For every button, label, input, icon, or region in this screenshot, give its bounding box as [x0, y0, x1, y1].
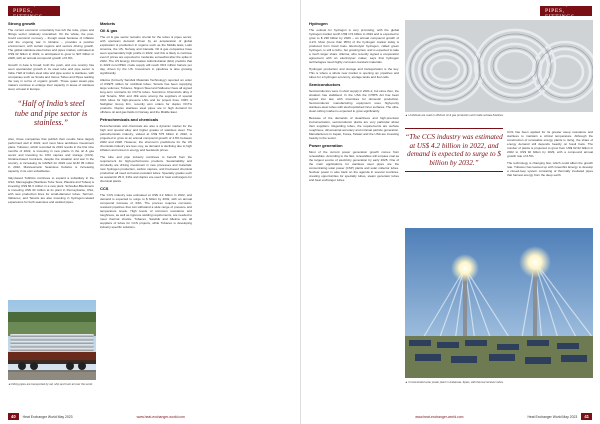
section-header-right: TUBES, PIPES, FITTINGS: [540, 6, 592, 16]
paragraph: The CCS industry was estimated at US$ 4.2 billion in 2022, and demand is expected to surge to $ billion by 2032, with an annual compound increase of 34%. The process requires corrosion-resistant pipelines that can withstand a wide range of pressure and temperature levels. High levels of corrosion resistance and toughness, as well as rigorous welding requirements, are needed to meet thermal shocks. Tubacex, Sandvik and Alleima are all suppliers of tubes for CCS projects, while Tubacex is developing industry-specific solutions.: [100, 193, 192, 229]
section-header-left: TUBES, PIPES, FITTINGS: [8, 6, 60, 16]
rail-car-photo: [8, 300, 96, 380]
solar-plant-photo: [405, 228, 593, 378]
pull-quote: “The CCS industry was estimated at US$ 4.2 billion in 2022, and demand is expected to surge to $ billion by 2032.”: [405, 133, 503, 167]
paragraph: The tube and pipe industry continues to benefit from the requirement for high-performance products. Sustainability and circularity are driving investment in new processes and materials: new hydrogen production, carbon capture, and bio-based chemical production all need corrosion-resistant tubes. Specialty grades such as austenitic 25-6, 316L and duplex are used in heat exchangers for chemical plants.: [100, 155, 192, 183]
heading-ccs: CCS: [100, 186, 109, 191]
tube-coils-illustration: [405, 20, 593, 112]
paragraph: Growth in Asia is broad; both the push, and one country has seen spectacular growth in its steel tube and pipe sector is India. Half of India's steel tube and pipe sector is stainless, with companies such as Scoda and Venus Tubes and Pipes leading the way in terms of organic growth. Those quasi steam-pipe makers continue to enlarge their capacity in areas of stainless steel, at least in Europe.: [8, 63, 94, 91]
paragraph: Because of the demands of cleanliness and high-precision instrumentation, semiconductor plants are very particular about their suppliers. Regarding tubes, the requirements are surface roughness, dimensional accuracy and minimal particle generation. Manufacturers in Japan, Korea, Taiwan and the USA are investing heavily in the sector.: [309, 116, 399, 140]
heading-markets: Markets: [100, 21, 116, 26]
paragraph: The oil & gas sector remains crucial for the tubes & pipes sector, with upstream demand driven by an acceleration of global exploration & production in regions such as the Middle East, Latin America, the US, Norway and Canada. Oil & gas companies have seen spectacularly high profits in 2022, and this is likely to continue even if prices are expected to moderate somewhat after the spike in 2022. The US Energy Information Administration (EIA) predicts that in 2023 non-OPEC crude supply will reach 68.6 million barrels per day, driven by the US. Investment in pipelines is also growing significantly.: [100, 35, 192, 75]
paragraph: Petrochemicals and chemicals are also a dynamic market for the high and special alloy and higher grades of stainless steel. The petrochemicals industry, valued at US$ 575 billion in 2022, is projected to grow at an annual compound growth of 4.5% between 2022 and 2028. However, the short-term predictions for the US chemicals industry are less rosy, as demand is declining due to high inflation and unrest in energy and feedstock prices.: [100, 124, 192, 152]
photo-caption-top-right: ▲ Umbilicals are used in offshore oil & gas production and inside subsea flowlines.: [405, 114, 504, 117]
magazine-name: Heat Exchanger World May 2023: [527, 414, 578, 419]
solar-tower-illustration: [405, 228, 593, 378]
heading-semiconductors: Semiconductors: [309, 82, 341, 87]
rail-car-illustration: [8, 300, 96, 380]
photo-caption-left: ◄ Fitting pipes are transported by rail, ship and truck all over the world.: [8, 383, 93, 386]
page-number: 41: [581, 413, 592, 420]
pull-quote-box: [405, 128, 503, 172]
website-link[interactable]: www.heat-exchanger-world.com: [136, 414, 185, 419]
heading-petrochemicals: Petrochemicals and chemicals: [100, 117, 159, 122]
magazine-name: Heat Exchanger World May 2023: [22, 414, 73, 419]
heading-hydrogen: Hydrogen: [309, 21, 328, 26]
paragraph: Most of the current power generation growth comes from renewables. According to the IEA, renewables will surpass coal as the largest source of electricity generation by early 2025. One of the main applications for stainless steel pipes are the concentrating solar power (CSP) plants and solar collector tubes. Nuclear power is also back on the agenda in several countries, creating opportunities for specialty tubes, steam generator tubes and heat exchanger tubes.: [309, 150, 399, 182]
paragraph: The outlook for hydrogen is very promising, with the global hydrogen market worth US$ 174 billion in 2022 and is expected to grow to $ 230 billion by 2029 – an annual compound growth of 4.1%. Most (more than 95%) of the hydrogen market today is produced from fossil fuels. Electrolytic hydrogen, called green hydrogen, is still a niche, but growing fast, and is expected to take a much larger share. Alleima, who recently signed a cooperation agreement with an electrolyser maker, says that hydrogen technologies need highly corrosion-resistant materials.: [309, 28, 399, 64]
heading-oil-gas: Oil & gas: [100, 28, 118, 33]
paragraph: The current economic uncertainty has left the tube, pipes and fittings sector relatively unscathed. On the whole, the post-Covid economic recovery – though weak because of inflation and the ongoing war in Ukraine – provides a positive environment, with certain regions and sectors driving growth. The global stainless-steel tubes and pipes market, estimated at US$ 32 billion in 2022, is anticipated to grow to $47 billion in 2028, with an annual compound growth of 6.6%.: [8, 28, 94, 60]
paragraph: Semiconductors were in short supply in 2021-2, but since then, the situation has stabilised. In the USA the CHIPS Act has been signed into law, with incentives for domestic production. Semiconductor manufacturing equipment uses high-purity stainless-steel tubes with electropolished inner surfaces. The ultra-clean tubing market is expected to grow significantly.: [309, 89, 399, 113]
left-column-2: [100, 20, 192, 398]
footer-right: [415, 413, 592, 420]
photo-caption-bottom-right: ▲ Concentrated solar power plant in Andalusia, Spain, with thermal receiver tubes.: [405, 381, 504, 384]
pull-quote: “Half of India’s steel tube and pipe sector is stainless.”: [14, 99, 88, 127]
right-page: [300, 0, 600, 424]
footer-left: [8, 413, 185, 420]
paragraph: CCS has been applied for its greater steep resistance and stainless to maintain a critical temperature. Although the construction of renewable energy plants is rising, the share of energy demand still depends heavily on fossil fuels. The number of plants is projected to grow from US$ 62.92 billion in 2022 to US$ 92 billion by 2029, with a compound annual growth rate of 6.5%.: [507, 130, 593, 158]
heading-strong-growth: Strong growth: [8, 21, 36, 26]
paragraph: Italy-based Tubificio continues to expand a subsidiary in the USA; Marcegaglia (Stainless Tube Tesis, Plastica and Tubea) is investing US$ 66.3 million in a new plant. Schoeller-Bleckmann is investing US$ 30 million at its plant in Pennsylvania, USA, with new production lines for small-diameter tubes. Ternium, Vallourec, and Tenaris are also investing in hydrogen-related expansions for both seamless and welded pipes.: [8, 175, 94, 204]
paragraph: Hydrogen production and storage and transportation is the key. This is where a whole new market is opening up: pipelines and tubes for a hydrogen economy, storage tanks and fuel cells.: [309, 67, 399, 79]
website-link[interactable]: www.heat-exchanger-world.com: [415, 414, 464, 419]
right-column-1: [309, 20, 399, 320]
paragraph: Also, those companies that publish their results have largely performed well in 2022, and most have ambitious investment plans. Tubacex, which recorded its 2019 results in the first nine months of 2022, is investing in new plants in the oil & gas sector and investing its CO2 capture and storage (CCS). Ukraine-based Centravis, despite the situation and war in the country, is increasing its CAPEX for 2023 over EUR 35 million in 2022. Mannesmann Seamless Kobelco is increasing capacity in its own subsidiaries.: [8, 136, 94, 173]
page-number: 40: [8, 413, 19, 420]
umbilical-tubes-photo: [405, 20, 593, 112]
heading-power-generation: Power generation: [309, 143, 343, 148]
paragraph: The technology is changing fast, which could affect the growth rate. Tubacex has teamed up with Greenfire Energy to develop a closed-loop system consisting of thermally insulated pipes that harvest energy from the deep earth.: [507, 161, 593, 177]
paragraph: Alleima (formerly Sandvik Materials Technology) reported an order of US$75 million for umbilical tubes; Tenaris has been supplying large volumes; Tubacex, Nippon Steel and Vallourec have all signed long-term contracts for OCTG tubes. Sumitomo Chemical's alloy 2 and Tenaris, NSC and JFE were among the suppliers of special CRA tubes for high-pressure LNG and for project lines. DMV, a Salzgitter Group firm, recently won orders for duplex OCTG products. Duplex stainless steel pipes are in high demand for offshore oil and gas fields in Norway and the Middle East.: [100, 78, 192, 114]
